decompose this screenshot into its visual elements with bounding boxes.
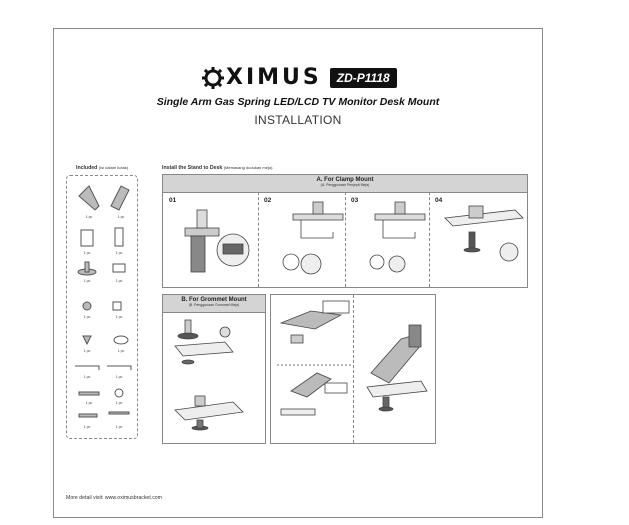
washer-icon — [114, 336, 128, 344]
pole-base-icon — [185, 228, 219, 236]
knob-icon — [83, 302, 91, 310]
screw-long-icon — [79, 414, 97, 417]
install-subtitle: (Memasang dudukan meja) — [223, 165, 273, 170]
clamp-bracket-icon — [115, 228, 123, 246]
footer-note: More detail visit: www.oximusbracket.com — [66, 495, 162, 501]
install-label — [162, 165, 272, 171]
step-03: 03 — [351, 197, 359, 204]
clamp-body-icon — [191, 236, 205, 272]
grommet-diagram — [163, 312, 265, 443]
desk-final-icon — [445, 210, 523, 226]
allen-key-small-icon — [107, 366, 131, 370]
arm-assembly-panel — [270, 294, 436, 444]
arm-part-2-icon — [111, 186, 129, 210]
item-qty-3: 1 pc — [83, 251, 91, 255]
instruction-sheet — [53, 28, 543, 518]
bolt-detail-icon — [283, 254, 299, 270]
model-badge: ZD-P1118 — [330, 68, 397, 88]
vesa-plate-icon — [81, 230, 93, 246]
rod-icon — [109, 412, 129, 414]
arm-part-1-icon — [79, 186, 99, 210]
step-02: 02 — [264, 197, 272, 204]
screw-detail-icon — [370, 255, 384, 269]
logo-row — [202, 65, 397, 90]
item-qty-14: 1 pc — [115, 401, 123, 405]
grommet-mount-panel — [162, 294, 266, 444]
item-qty-13: 1 pc — [85, 401, 93, 405]
grommet-desk-2-icon — [175, 402, 243, 420]
gear-logo-icon — [202, 67, 224, 89]
item-qty-8: 1 pc — [115, 315, 123, 319]
clamp-mount-panel — [162, 174, 528, 288]
arm-assembly-diagram — [271, 295, 435, 443]
product-title: Single Arm Gas Spring LED/LCD TV Monitor Desk Mount — [156, 96, 440, 108]
item-qty-1: 1 pc — [85, 215, 93, 219]
clamp-mount-title: A. For Clamp Mount — [316, 177, 374, 183]
step-01: 01 — [169, 197, 177, 204]
brand-logo — [202, 65, 322, 90]
included-subtitle: (Isi dalam kotak) — [98, 165, 129, 170]
item-qty-12: 1 pc — [115, 375, 123, 379]
warning-label-icon — [323, 301, 349, 313]
item-qty-11: 1 pc — [83, 375, 91, 379]
clamp-bracket-step2-icon — [301, 220, 333, 238]
spacer-icon — [83, 336, 91, 344]
grommet-mount-subtitle: (B. Penggunaan Grommet Meja) — [188, 303, 240, 307]
desk-top-icon — [293, 214, 343, 220]
clamp-mount-header — [163, 175, 527, 193]
grommet-mount-header — [163, 295, 265, 313]
item-qty-5: 1 pc — [83, 279, 91, 283]
clamp-block-icon — [113, 264, 125, 272]
screw-m4-icon — [79, 392, 99, 395]
item-qty-16: 1 pc — [115, 425, 123, 429]
included-label — [76, 165, 128, 171]
installation-heading: INSTALLATION — [254, 113, 342, 127]
grommet-pole-icon — [185, 320, 191, 334]
item-qty-6: 1 pc — [115, 279, 123, 283]
item-qty-15: 1 pc — [83, 425, 91, 429]
grommet-mount-title: B. For Grommet Mount — [181, 297, 247, 303]
clamp-mount-subtitle: (A. Penggunaan Penjepit Meja) — [320, 183, 370, 187]
item-qty-9: 1 pc — [83, 349, 91, 353]
desk-top-step3-icon — [375, 214, 425, 220]
clamp-steps-diagram — [163, 192, 527, 287]
knob-detail-icon — [500, 243, 518, 261]
item-qty-2: 1 pc — [117, 215, 125, 219]
allen-key-large-icon — [75, 366, 99, 370]
parts-illustrations — [67, 176, 137, 438]
item-qty-7: 1 pc — [83, 315, 91, 319]
item-qty-4: 1 pc — [115, 251, 123, 255]
brand-name: XIMUS — [226, 65, 322, 90]
step-04: 04 — [435, 197, 443, 204]
included-title: Included — [76, 165, 98, 171]
item-qty-10: 1 pc — [117, 349, 125, 353]
included-parts-box — [66, 175, 138, 439]
grommet-desk-icon — [175, 342, 233, 356]
nut-icon — [115, 389, 123, 397]
install-title: Install the Stand to Desk — [162, 165, 223, 171]
cap-icon — [113, 302, 121, 310]
arm-install-icon — [281, 311, 341, 329]
